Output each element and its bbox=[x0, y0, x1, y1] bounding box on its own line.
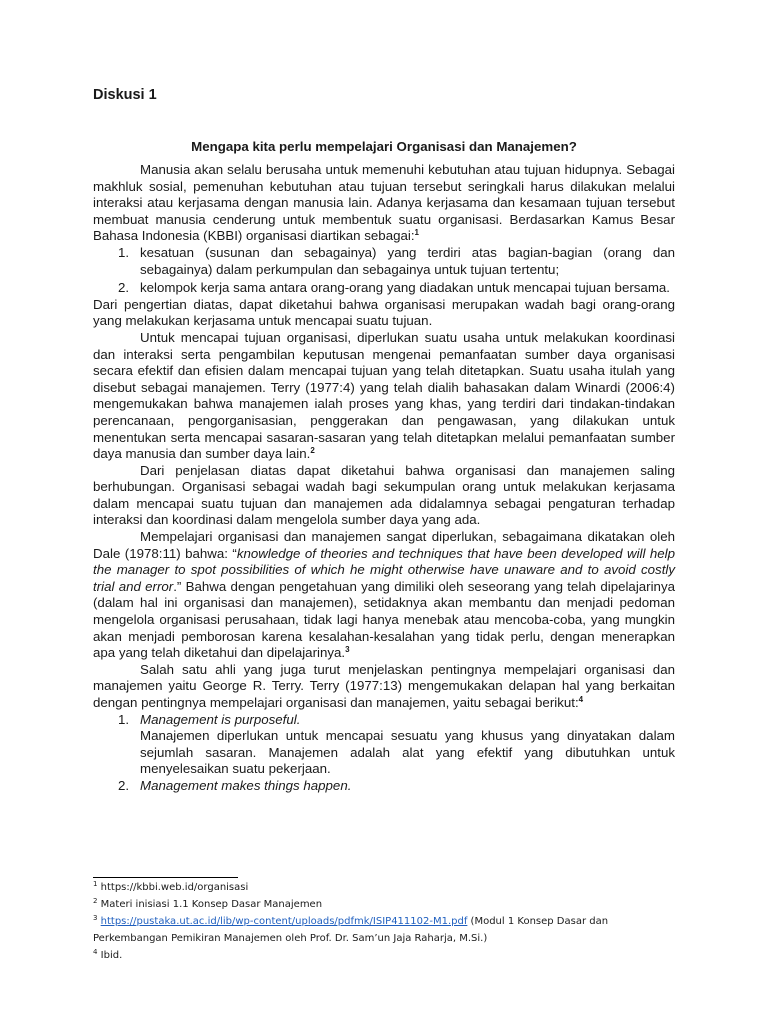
footnotes bbox=[93, 879, 675, 964]
paragraph-3: Untuk mencapai tujuan organisasi, diperlukan suatu usaha untuk melakukan koordinasi dan interaksi serta pengambilan keputusan mengenai pemanfaatan sumber daya organisasi secara efektif dan efisien dalam mencapai tujuan yang telah ditetapkan. Suatu usaha itulah yang disebut sebagai manajemen. Terry (1977:4) yang telah dialih bahasakan dalam Winardi (2006:4) mengemukakan bahwa manajemen ialah proses yang khas, yang terdiri dari tindakan-tindakan perencanaan, pengorganisasian, penggerakan dan pengawasan, yang dilakukan untuk menentukan serta mencapai sasaran-sasaran yang telah ditetapkan melalui pemanfaatan sumber daya manusia dan sumber daya lain.$^2$ bbox=[93, 329, 675, 462]
list-item: 1. Management is purposeful. bbox=[118, 711, 301, 727]
footnote-1: $^1$ https://kbbi.web.id/organisasi bbox=[93, 880, 249, 893]
footnote-3-continuation: Perkembangan Pemikiran Manajemen oleh Prof. Dr. Sam’un Jaja Raharja, M.Si.) bbox=[93, 933, 488, 944]
footnote-3: $^3$ https://pustaka.ut.ac.id/lib/wp-content/uploads/pdfmk/ISIP411102-M1.pdf (Modul 1 Konsep Dasar dan bbox=[93, 914, 609, 927]
paragraph-5: Mempelajari organisasi dan manajemen sangat diperlukan, sebagaimana dikatakan oleh Dale (1978:11) bahwa: “knowledge of theories and techniques that have been developed will help the manager to spot possibilities of which he might otherwise have unaware and to avoid costly trial and error.” Bahwa dengan pengetahuan yang dimiliki oleh seseorang yang telah dipelajarinya (dalam hal ini organisasi dan manajemen), setidaknya akan membantu dan menjadi pedoman mengelola organisasi perusahaan, tidak lagi hanya menebak atau mencoba-coba, yang mungkin akan menjadi pemborosan karena kesalahan-kesalahan yang tidak perlu, dengan menerapkan apa yang telah diketahui dan dipelajarinya.$^3$ bbox=[93, 529, 675, 661]
paragraph-6: Salah satu ahli yang juga turut menjelaskan pentingnya mempelajari organisasi dan manajemen yaitu George R. Terry. Terry (1977:13) mengemukakan delapan hal yang berkaitan dengan pentingnya mempelajari organisasi dan manajemen, yaitu sebagai berikut:$^4$ bbox=[93, 661, 675, 710]
paragraph-4: Dari penjelasan diatas dapat diketahui bahwa organisasi dan manajemen saling berhubungan. Organisasi sebagai wadah bagi sekumpulan orang untuk melakukan kerjasama dalam mencapai suatu tujuan dan manajemen ada didalamnya sebagai pengaturan terhadap interaksi dan koordinasi dalam mengelola sumber daya yang ada. bbox=[93, 462, 675, 528]
list-item: 2. kelompok kerja sama antara orang-orang yang diadakan untuk mencapai tujuan bersama. bbox=[118, 280, 670, 296]
footnote-4: $^4$ Ibid. bbox=[93, 948, 123, 961]
footnote-ref-1[interactable]: 1 bbox=[414, 228, 419, 238]
footnote-2: $^2$ Materi inisiasi 1.1 Konsep Dasar Manajemen bbox=[93, 897, 323, 910]
paragraph-intro: Manusia akan selalu berusaha untuk memenuhi kebutuhan atau tujuan hidupnya. Sebagai makhluk sosial, pemenuhan kebutuhan atau tujuan tersebut seringkali harus dilakukan melalui interaksi atau kerjasama dengan manusia lain. Adanya kerjasama dan kesamaan tujuan tersebut membuat manusia cenderung untuk membentuk suatu organisasi. Berdasarkan Kamus Besar Bahasa Indonesia (KBBI) organisasi diartikan sebagai:$^1$ bbox=[93, 162, 675, 244]
paragraph-2: Dari pengertian diatas, dapat diketahui bahwa organisasi merupakan wadah bagi orang-orang yang melakukan kerjasama untuk mencapai suatu tujuan. bbox=[93, 296, 675, 329]
dale-quote: knowledge of theories and techniques that have been developed will help the manager to spot possibilities of which he might otherwise have unaware and to avoid costly trial and error bbox=[93, 545, 675, 594]
footnote-ref-2[interactable]: 2 bbox=[310, 446, 315, 456]
list-item-description: Manajemen diperlukan untuk mencapai sesuatu yang khusus yang dinyatakan dalam sejumlah sasaran. Manajemen adalah alat yang efektif yang dibutuhkan untuk menyelesaikan suatu pekerjaan. bbox=[140, 728, 675, 777]
document-heading: Diskusi 1 bbox=[93, 87, 157, 103]
list-item: 1. kesatuan (susunan dan sebagainya) yang terdiri atas bagian-bagian (orang dan sebagainya) dalam perkumpulan dan sebagainya untuk tujuan tertentu; bbox=[118, 244, 675, 277]
document-body bbox=[93, 162, 675, 795]
footnote-ref-4[interactable]: 4 bbox=[578, 695, 584, 704]
document-title: Mengapa kita perlu mempelajari Organisasi dan Manajemen? bbox=[191, 139, 577, 154]
list-item: 2. Management makes things happen. bbox=[118, 777, 352, 793]
footnote-ref-3[interactable]: 3 bbox=[345, 645, 350, 655]
footnote-separator bbox=[93, 877, 238, 878]
footnote-3-link[interactable]: https://pustaka.ut.ac.id/lib/wp-content/uploads/pdfmk/ISIP411102-M1.pdf bbox=[100, 916, 468, 927]
